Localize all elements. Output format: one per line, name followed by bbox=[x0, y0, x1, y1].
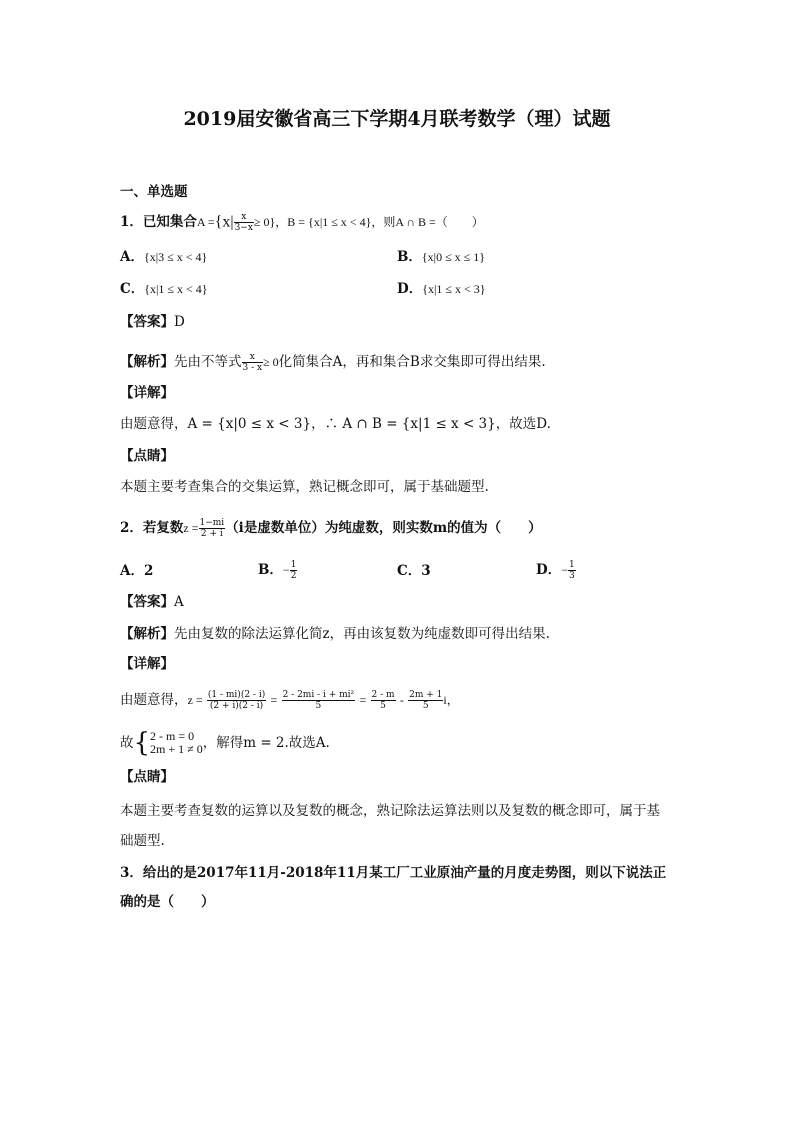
math-minus: - bbox=[399, 693, 404, 707]
math-fraction bbox=[290, 560, 298, 581]
option-d bbox=[397, 280, 486, 298]
answer-tag: 【答案】 bbox=[120, 594, 174, 610]
option-a bbox=[120, 248, 207, 266]
analysis-text: 先由复数的除法运算化简z，再由该复数为纯虚数即可得出结果. bbox=[174, 626, 550, 642]
option-sign: − bbox=[561, 563, 568, 577]
analysis-tag: 【解析】 bbox=[120, 354, 174, 370]
fraction-numerator: 1 bbox=[290, 560, 297, 570]
math-fraction bbox=[242, 352, 264, 373]
option-d bbox=[536, 560, 576, 581]
equation-system bbox=[150, 730, 203, 756]
answer-line bbox=[120, 593, 184, 611]
fraction-numerator: 1 bbox=[569, 560, 575, 570]
comment-line-2: 础题型. bbox=[120, 833, 165, 849]
system-line-1: 2 - m = 0 bbox=[150, 729, 195, 743]
math-fraction bbox=[234, 212, 254, 233]
math-ge-zero: ≥ 0 bbox=[263, 355, 279, 369]
fraction-denominator: 5 bbox=[422, 701, 429, 711]
fraction-denominator: 5 bbox=[380, 701, 386, 711]
answer-value: D bbox=[174, 314, 185, 330]
option-label: C． bbox=[397, 563, 422, 579]
option-value: {x|1 ≤ x < 3} bbox=[422, 282, 486, 296]
option-label: A． bbox=[120, 563, 144, 579]
question-1-stem bbox=[120, 212, 484, 233]
question-3-line-2: 确的是（ ） bbox=[120, 894, 215, 910]
detail-pre: 由题意得， bbox=[120, 692, 188, 708]
system-pre: 故 bbox=[120, 735, 134, 751]
fraction-denominator: 2 + i bbox=[200, 529, 223, 539]
option-label: B． bbox=[258, 562, 283, 578]
option-label: C． bbox=[120, 281, 145, 297]
fraction-numerator: (1 - mi)(2 - i) bbox=[207, 690, 266, 700]
fraction-numerator: 1−mi bbox=[199, 518, 225, 528]
page-title: 2019届安徽省高三下学期4月联考数学（理）试题 bbox=[183, 108, 611, 130]
question-3-line-1 bbox=[120, 864, 666, 882]
question-number: 3． bbox=[120, 865, 143, 881]
detail-equation bbox=[120, 690, 459, 711]
system-post: ，解得m = 2.故选A. bbox=[202, 735, 330, 751]
section-heading: 一、单选题 bbox=[120, 184, 188, 200]
system-line bbox=[120, 730, 330, 756]
math-fraction bbox=[568, 560, 576, 581]
math-set-a-open: {x| bbox=[214, 213, 234, 231]
comment-tag: 【点睛】 bbox=[120, 448, 174, 464]
math-z-eq: z = bbox=[187, 693, 203, 707]
option-value: 2 bbox=[143, 563, 154, 579]
fraction-denominator: (2 + i)(2 - i) bbox=[209, 701, 264, 711]
option-label: D． bbox=[397, 281, 423, 297]
option-label: A． bbox=[120, 249, 144, 265]
math-fraction bbox=[371, 690, 396, 711]
option-b bbox=[258, 560, 297, 581]
math-equals: = bbox=[270, 693, 278, 707]
analysis-line bbox=[120, 625, 550, 643]
question-text-pre: 若复数 bbox=[142, 520, 184, 536]
math-set-a-close: ≥ 0} bbox=[253, 215, 276, 229]
comment-line-1: 本题主要考查复数的运算以及复数的概念，熟记除法运算法则以及复数的概念即可，属于基 bbox=[120, 803, 660, 819]
math-fraction bbox=[207, 690, 266, 711]
option-c bbox=[397, 562, 431, 580]
fraction-denominator: 3 - x bbox=[242, 363, 263, 373]
fraction-denominator: 5 bbox=[315, 701, 322, 711]
option-sign: − bbox=[282, 563, 290, 577]
fraction-denominator: 2 bbox=[290, 571, 297, 581]
detail-text: 由题意得，A = {x|0 ≤ x < 3}，∴ A ∩ B = {x|1 ≤ x < 3}，故选D. bbox=[120, 416, 551, 432]
comment-tag: 【点睛】 bbox=[120, 769, 174, 785]
analysis-post: 化简集合A，再和集合B求交集即可得出结果. bbox=[278, 354, 546, 370]
fraction-numerator: 2m + 1 bbox=[409, 690, 443, 700]
question-text: 已知集合 bbox=[142, 214, 197, 230]
math-set-b: ，B = {x|1 ≤ x < 4} bbox=[275, 215, 372, 229]
option-value: {x|3 ≤ x < 4} bbox=[143, 250, 208, 264]
fraction-denominator: 3 bbox=[569, 571, 575, 581]
analysis-pre: 先由不等式 bbox=[174, 354, 242, 370]
comment-text: 本题主要考查集合的交集运算，熟记概念即可，属于基础题型. bbox=[120, 479, 489, 495]
fraction-numerator: x bbox=[242, 352, 264, 363]
math-fraction bbox=[199, 518, 226, 539]
fraction-numerator: x bbox=[234, 212, 254, 223]
analysis-line bbox=[120, 352, 546, 373]
option-value: 3 bbox=[421, 563, 431, 579]
question-2-stem bbox=[120, 518, 542, 539]
question-number: 1． bbox=[120, 214, 143, 230]
answer-line bbox=[120, 313, 185, 331]
option-c bbox=[120, 280, 208, 298]
answer-tag: 【答案】 bbox=[120, 314, 174, 330]
option-b bbox=[397, 248, 485, 266]
question-text: 给出的是2017年11月-2018年11月某工厂工业原油产量的月度走势图，则以下说法正 bbox=[142, 865, 667, 881]
math-fraction bbox=[408, 690, 443, 711]
option-value: {x|1 ≤ x < 4} bbox=[144, 282, 208, 296]
question-text-post: （i是虚数单位）为纯虚数，则实数m的值为（ ） bbox=[225, 520, 542, 536]
math-z-eq: z = bbox=[183, 521, 199, 535]
detail-tag: 【详解】 bbox=[120, 385, 174, 401]
system-line-2: 2m + 1 ≠ 0 bbox=[150, 742, 203, 756]
fraction-numerator: 2 - 2mi - i + mi² bbox=[282, 690, 355, 700]
question-number: 2． bbox=[120, 520, 143, 536]
answer-value: A bbox=[174, 594, 184, 610]
option-a bbox=[120, 562, 153, 580]
option-value: {x|0 ≤ x ≤ 1} bbox=[421, 250, 486, 264]
math-i-suffix: i， bbox=[443, 693, 459, 707]
math-set-a-lhs: A = bbox=[196, 215, 215, 229]
fraction-denominator: 3−x bbox=[234, 223, 253, 233]
fraction-numerator: 2 - m bbox=[371, 690, 395, 700]
detail-tag: 【详解】 bbox=[120, 656, 174, 672]
option-label: B． bbox=[397, 249, 422, 265]
question-ask: ，则A ∩ B =（ ） bbox=[371, 215, 484, 229]
math-equals: = bbox=[359, 693, 367, 707]
math-fraction bbox=[282, 690, 356, 711]
brace-icon: { bbox=[133, 728, 151, 758]
option-label: D． bbox=[536, 562, 562, 578]
analysis-tag: 【解析】 bbox=[120, 626, 174, 642]
